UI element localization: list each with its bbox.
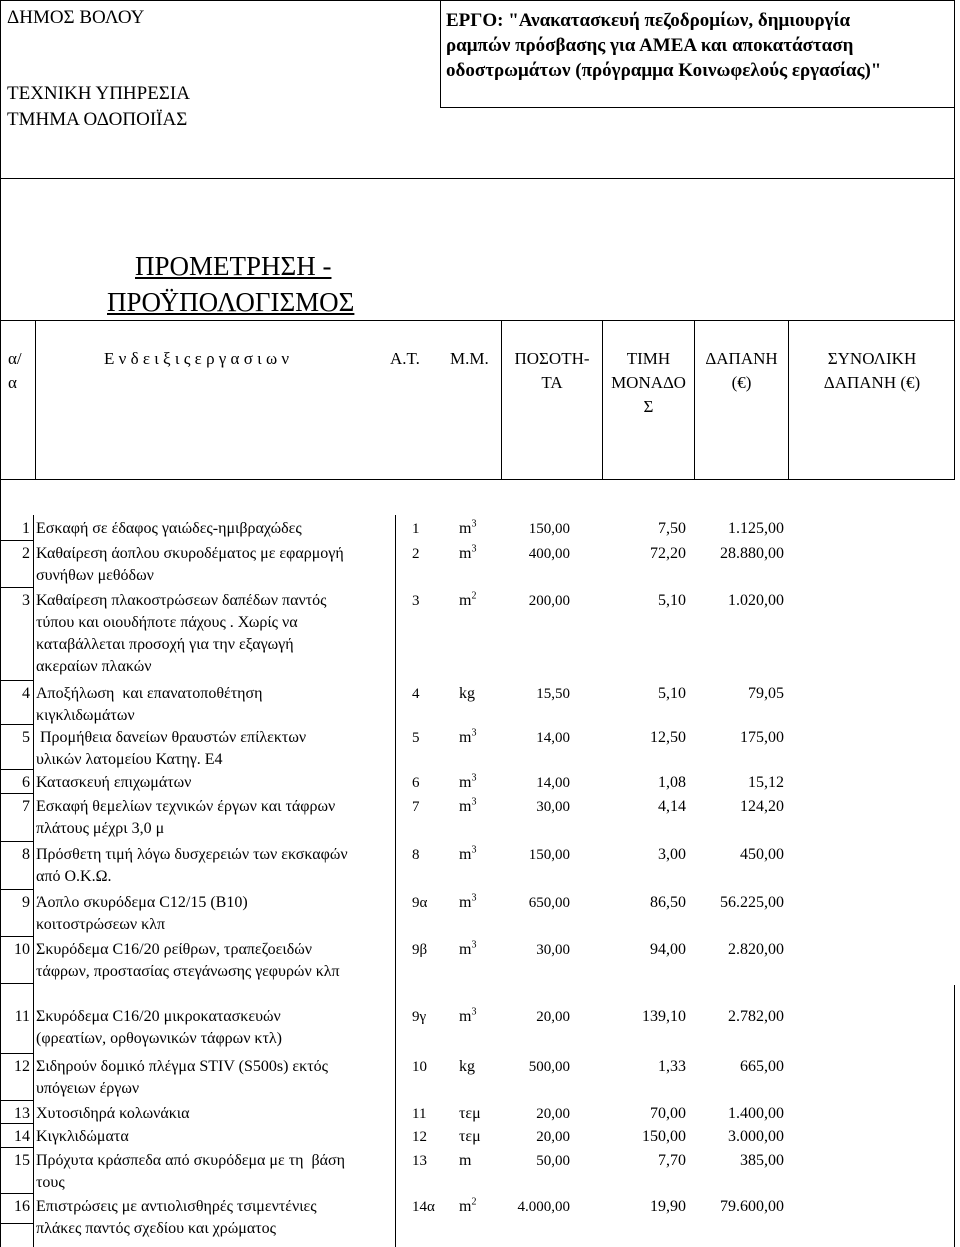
row-unit-label: m — [459, 729, 472, 746]
row-cost: 79,05 — [748, 685, 784, 702]
row-unit-label: m — [459, 941, 472, 958]
row-article-code: 11 — [412, 1106, 427, 1122]
row-description-line: Σιδηρούν δομικό πλέγμα STIV (S500s) εκτός — [36, 1058, 328, 1075]
row-quantity: 20,00 — [536, 1106, 570, 1122]
row-quantity: 15,50 — [536, 686, 570, 702]
row-article-code: 8 — [412, 847, 420, 863]
row-quantity: 650,00 — [528, 895, 570, 911]
row-description-line: τύπου και οιουδήποτε πάχους . Χωρίς να — [36, 614, 298, 631]
row-description-line: συνήθων μεθόδων — [36, 567, 154, 584]
row-unit-price: 1,33 — [658, 1058, 686, 1075]
row-unit-label: m — [459, 798, 472, 815]
row-divider — [0, 841, 34, 842]
col-price-line3: Σ — [643, 397, 654, 416]
row-quantity: 14,00 — [536, 730, 570, 746]
table-header — [0, 320, 960, 480]
row-description-line: πλάκες παντός σχεδίου και χρώματος — [36, 1220, 276, 1237]
row-unit-exponent: 2 — [471, 590, 477, 602]
row-unit — [459, 590, 476, 612]
row-unit-exponent: 3 — [471, 939, 477, 951]
row-article-code: 2 — [412, 546, 420, 562]
row-number: 9 — [22, 894, 30, 911]
row-divider — [0, 889, 34, 890]
row-article-code: 9β — [412, 942, 428, 958]
col-aa-line2: α — [8, 373, 17, 392]
row-description-line: κιγκλιδωμάτων — [36, 707, 135, 724]
row-unit — [459, 518, 476, 540]
col-total-line1: ΣΥΝΟΛΙΚΗ — [827, 349, 917, 368]
row-description-line: Επιστρώσεις με αντιολισθηρές τσιμεντένιες — [36, 1198, 317, 1215]
row-cost: 15,12 — [748, 774, 784, 791]
row-description-line: Χυτοσιδηρά κολωνάκια — [36, 1105, 190, 1122]
row-unit — [459, 727, 476, 749]
row-divider — [0, 1147, 34, 1148]
row-quantity: 200,00 — [528, 593, 570, 609]
row-description-line: Σκυρόδεμα C16/20 μικροκατασκευών — [36, 1008, 281, 1025]
row-description-line: Αποξήλωση και επανατοποθέτηση — [36, 685, 263, 702]
row-number: 2 — [22, 545, 30, 562]
row-description-line: Καθαίρεση πλακοστρώσεων δαπέδων παντός — [36, 592, 327, 609]
row-cost: 2.820,00 — [728, 941, 784, 958]
row-unit-price: 150,00 — [642, 1128, 686, 1145]
col-description: Ε ν δ ε ι ξ ι ς ε ρ γ α σ ι ω ν — [104, 349, 290, 368]
row-cost: 124,20 — [740, 798, 784, 815]
row-description-line: υλικών λατομείου Κατηγ. Ε4 — [36, 751, 223, 768]
row-description-line: Καθαίρεση άοπλου σκυροδέματος με εφαρμογή — [36, 545, 344, 562]
col-at: Α.Τ. — [390, 349, 420, 368]
row-description-line: κοιτοστρώσεων κλπ — [36, 916, 166, 933]
row-description-line: τους — [36, 1174, 65, 1191]
row-number: 1 — [22, 520, 30, 537]
row-unit — [459, 1056, 475, 1078]
row-unit-exponent: 3 — [471, 796, 477, 808]
row-description-line: Εσκαφή θεμελίων τεχνικών έργων και τάφρων — [36, 798, 336, 815]
col-cost-line1: ΔΑΠΑΝΗ — [705, 349, 778, 368]
row-divider — [0, 936, 34, 937]
row-number: 11 — [14, 1008, 30, 1025]
row-description-line: Πρόσθετη τιμή λόγω δυσχερειών των εκσκαφών — [36, 846, 348, 863]
row-number: 3 — [22, 592, 30, 609]
row-divider — [0, 1100, 34, 1101]
row-unit-label: m — [459, 1152, 472, 1169]
row-article-code: 9γ — [412, 1009, 427, 1025]
row-unit-label: m — [459, 894, 472, 911]
org-section: ΤΜΗΜΑ ΟΔΟΠΟΙΪΑΣ — [7, 109, 188, 130]
row-unit — [459, 683, 475, 705]
row-unit-label: m — [459, 774, 472, 791]
org-department: ΤΕΧΝΙΚΗ ΥΠΗΡΕΣΙΑ — [7, 83, 190, 104]
col-price-line1: ΤΙΜΗ — [626, 349, 671, 368]
row-article-code: 5 — [412, 730, 420, 746]
row-unit-price: 7,70 — [658, 1152, 686, 1169]
row-unit-label: m — [459, 545, 472, 562]
row-cost: 2.782,00 — [728, 1008, 784, 1025]
row-description-line: Προμήθεια δανείων θραυστών επίλεκτων — [36, 729, 307, 746]
project-title-line1: ΕΡΓΟ: "Ανακατασκευή πεζοδρομίων, δημιουργία — [446, 10, 851, 31]
row-unit-price: 3,00 — [658, 846, 686, 863]
row-description-line: τάφρων, προστασίας στεγάνωσης γεφυρών κλπ — [36, 963, 340, 980]
row-cost: 450,00 — [740, 846, 784, 863]
row-cost: 79.600,00 — [720, 1198, 784, 1215]
row-cost: 385,00 — [740, 1152, 784, 1169]
row-divider — [0, 983, 34, 984]
row-description-line: Άοπλο σκυρόδεμα C12/15 (Β10) — [36, 894, 248, 911]
row-unit — [459, 543, 476, 565]
row-description-line: καταβάλλεται προσοχή για την εξαγωγή — [36, 636, 294, 653]
row-unit-label: τεμ — [459, 1128, 481, 1145]
col-qty-line1: ΠΟΣΟΤΗ- — [514, 349, 590, 368]
row-article-code: 13 — [412, 1153, 427, 1169]
row-unit-label: m — [459, 1008, 472, 1025]
row-unit-exponent: 3 — [471, 844, 477, 856]
row-unit-exponent: 3 — [471, 892, 477, 904]
row-number: 13 — [14, 1105, 30, 1122]
col-qty-line2: ΤΑ — [541, 373, 563, 392]
row-unit — [459, 1006, 476, 1028]
col-cost-line2: (€) — [731, 373, 752, 392]
project-title-line2: ραμπών πρόσβασης για ΑΜΕΑ και αποκατάσταση — [446, 35, 854, 56]
row-unit — [459, 1103, 481, 1125]
row-unit-price: 139,10 — [642, 1008, 686, 1025]
row-description-line: Εσκαφή σε έδαφος γαιώδες-ημιβραχώδες — [36, 520, 302, 537]
col-mm: Μ.Μ. — [450, 349, 489, 368]
row-article-code: 3 — [412, 593, 420, 609]
row-number: 16 — [14, 1198, 30, 1215]
row-unit-exponent: 3 — [471, 518, 477, 530]
row-unit — [459, 796, 476, 818]
row-cost: 1.400,00 — [728, 1105, 784, 1122]
row-article-code: 14α — [412, 1199, 435, 1215]
col-aa-line1: α/ — [8, 349, 22, 368]
row-unit-price: 7,50 — [658, 520, 686, 537]
row-unit-price: 12,50 — [650, 729, 686, 746]
row-divider — [0, 769, 34, 770]
col-price-line2: ΜΟΝΑΔΟ — [611, 373, 686, 392]
row-quantity: 30,00 — [536, 942, 570, 958]
row-unit-price: 94,00 — [650, 941, 686, 958]
row-divider — [0, 1193, 34, 1194]
row-number: 12 — [14, 1058, 30, 1075]
row-unit-exponent: 3 — [471, 543, 477, 555]
row-divider — [0, 680, 34, 681]
row-unit-label: kg — [459, 1058, 475, 1075]
row-description-line: υπόγειων έργων — [36, 1080, 140, 1097]
row-number: 5 — [22, 729, 30, 746]
row-unit — [459, 939, 476, 961]
row-unit — [459, 892, 476, 914]
row-number: 6 — [22, 774, 30, 791]
row-unit-exponent: 3 — [471, 772, 477, 784]
row-number: 14 — [14, 1128, 30, 1145]
row-unit — [459, 772, 476, 794]
row-unit — [459, 1196, 476, 1218]
row-description-line: Σκυρόδεμα C16/20 ρείθρων, τραπεζοειδών — [36, 941, 312, 958]
row-divider — [0, 1223, 34, 1224]
row-unit-price: 5,10 — [658, 592, 686, 609]
table-body — [0, 480, 960, 1247]
row-description-line: ακεραίων πλακών — [36, 658, 152, 675]
row-divider — [0, 793, 34, 794]
row-article-code: 9α — [412, 895, 428, 911]
org-name: ΔΗΜΟΣ ΒΟΛΟΥ — [7, 7, 145, 28]
row-article-code: 7 — [412, 799, 420, 815]
row-unit — [459, 844, 476, 866]
row-unit-exponent: 3 — [471, 727, 477, 739]
row-unit-price: 19,90 — [650, 1198, 686, 1215]
row-unit-price: 1,08 — [658, 774, 686, 791]
row-unit — [459, 1126, 481, 1148]
row-number: 4 — [22, 685, 30, 702]
row-quantity: 150,00 — [528, 521, 570, 537]
row-unit-price: 72,20 — [650, 545, 686, 562]
row-unit-price: 70,00 — [650, 1105, 686, 1122]
row-quantity: 150,00 — [528, 847, 570, 863]
row-unit-price: 5,10 — [658, 685, 686, 702]
row-quantity: 20,00 — [536, 1009, 570, 1025]
row-description-line: Πρόχυτα κράσπεδα από σκυρόδεμα με τη βάση — [36, 1152, 346, 1169]
row-article-code: 10 — [412, 1059, 427, 1075]
row-cost: 3.000,00 — [728, 1128, 784, 1145]
row-unit — [459, 1150, 471, 1172]
row-unit-label: m — [459, 846, 472, 863]
row-unit-label: kg — [459, 685, 475, 702]
row-divider — [0, 1123, 34, 1124]
row-divider — [0, 1053, 34, 1054]
row-article-code: 4 — [412, 686, 420, 702]
row-unit-label: τεμ — [459, 1105, 481, 1122]
row-unit-exponent: 2 — [471, 1196, 477, 1208]
row-number: 10 — [14, 941, 30, 958]
row-cost: 175,00 — [740, 729, 784, 746]
row-cost: 1.020,00 — [728, 592, 784, 609]
row-quantity: 30,00 — [536, 799, 570, 815]
row-number: 7 — [22, 798, 30, 815]
row-description-line: Κιγκλιδώματα — [36, 1128, 129, 1145]
row-quantity: 14,00 — [536, 775, 570, 791]
document-title-line2: ΠΡΟΫΠΟΛΟΓΙΣΜΟΣ — [107, 287, 355, 317]
row-quantity: 500,00 — [528, 1059, 570, 1075]
row-article-code: 1 — [412, 521, 420, 537]
row-cost: 665,00 — [740, 1058, 784, 1075]
document-title-line1: ΠΡΟΜΕΤΡΗΣΗ - — [135, 251, 332, 281]
row-quantity: 50,00 — [536, 1153, 570, 1169]
row-quantity: 20,00 — [536, 1129, 570, 1145]
row-article-code: 6 — [412, 775, 420, 791]
row-cost: 28.880,00 — [720, 545, 784, 562]
row-unit-label: m — [459, 520, 472, 537]
row-description-line: Κατασκευή επιχωμάτων — [36, 774, 192, 791]
row-unit-price: 4,14 — [658, 798, 686, 815]
row-divider — [0, 587, 34, 588]
row-quantity: 4.000,00 — [517, 1199, 570, 1215]
row-number: 8 — [22, 846, 30, 863]
row-article-code: 12 — [412, 1129, 427, 1145]
row-cost: 56.225,00 — [720, 894, 784, 911]
row-number: 15 — [14, 1152, 30, 1169]
row-cost: 1.125,00 — [728, 520, 784, 537]
project-title-line3: οδοστρωμάτων (πρόγραμμα Κοινωφελούς εργασίας)" — [446, 60, 882, 81]
col-total-line2: ΔΑΠΑΝΗ (€) — [823, 373, 921, 392]
row-quantity: 400,00 — [528, 546, 570, 562]
row-divider — [0, 540, 34, 541]
row-divider — [0, 724, 34, 725]
row-description-line: από Ο.Κ.Ω. — [36, 868, 112, 885]
row-unit-label: m — [459, 1198, 472, 1215]
row-unit-label: m — [459, 592, 472, 609]
row-unit-exponent: 3 — [471, 1006, 477, 1018]
row-description-line: πλάτους μέχρι 3,0 μ — [36, 820, 165, 837]
row-description-line: (φρεατίων, ορθογωνικών τάφρων κτλ) — [36, 1030, 282, 1047]
row-unit-price: 86,50 — [650, 894, 686, 911]
